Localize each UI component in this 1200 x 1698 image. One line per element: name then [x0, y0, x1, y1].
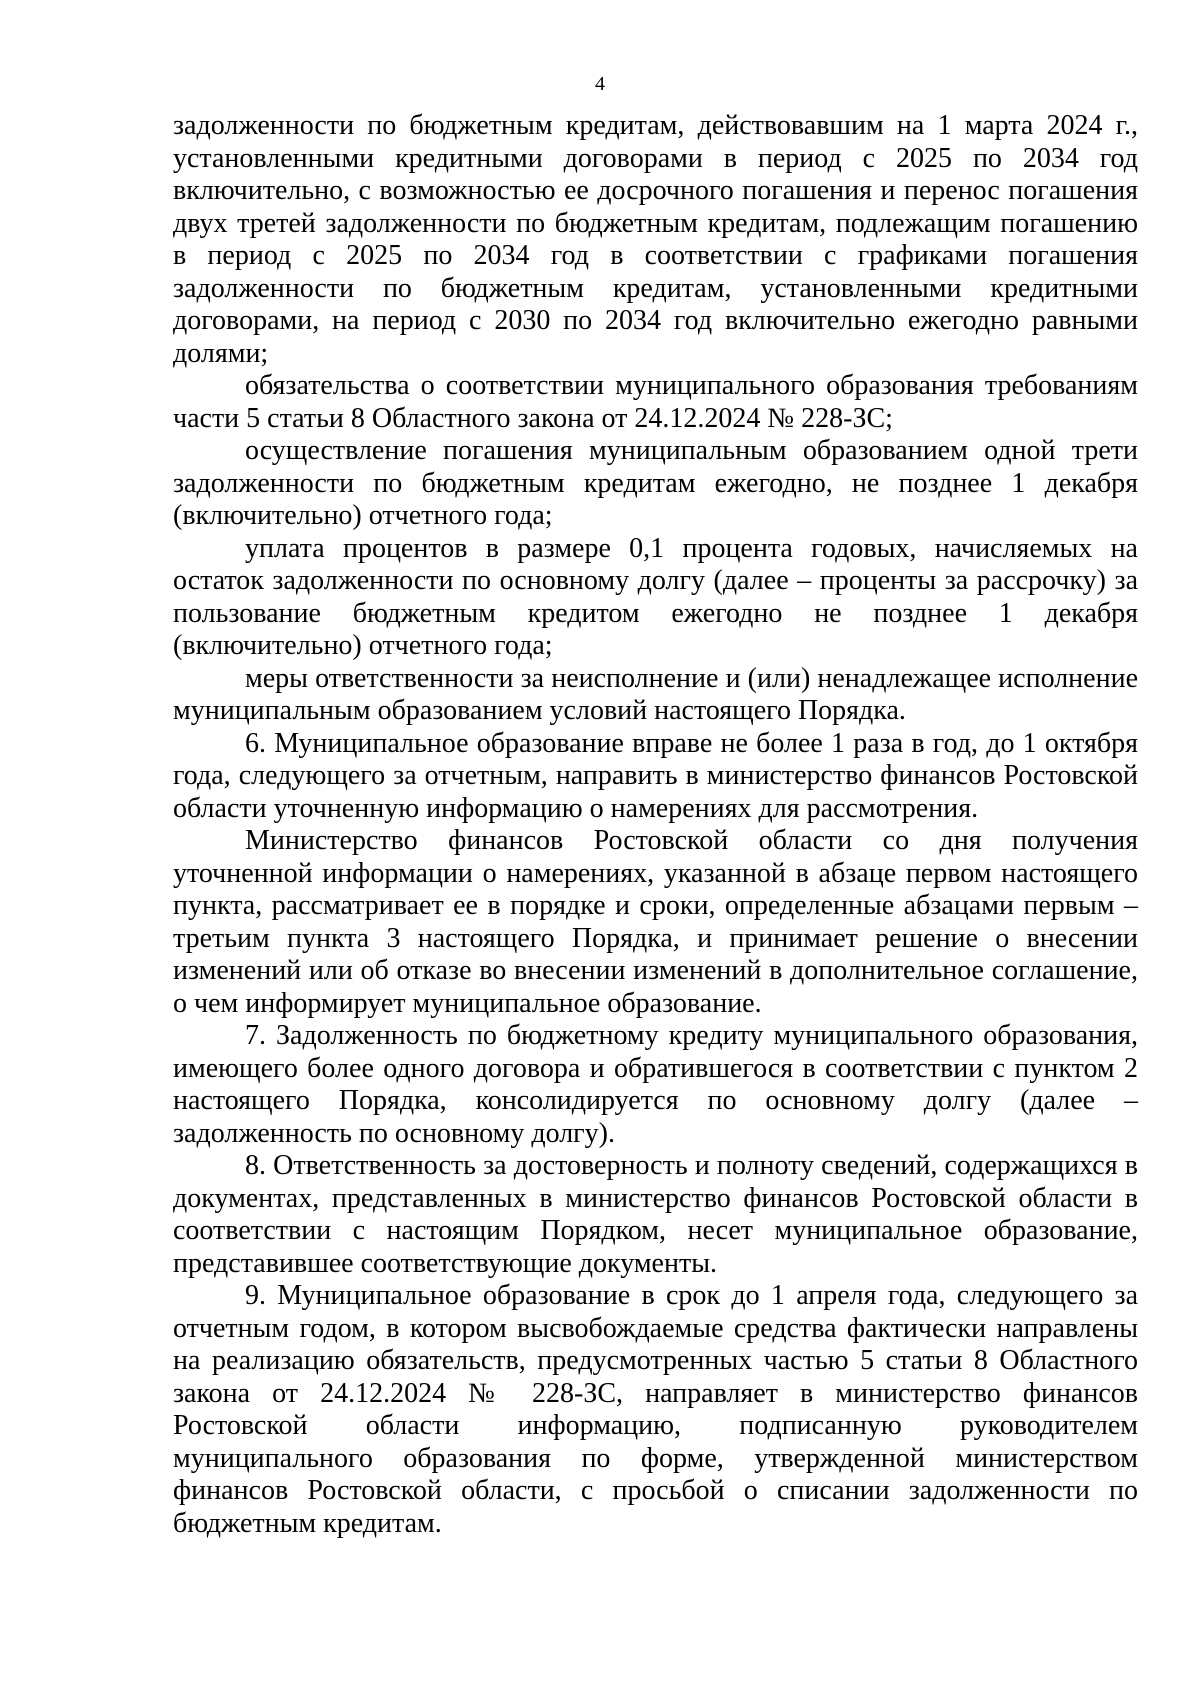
paragraph-continuation: задолженности по бюджетным кредитам, действовавшим на 1 марта 2024 г., установленными кредитными договорами в период с 2025 по 2034 год включительно, с возможностью ее досрочного погашения и перенос погашения двух третей задолженности по бюджетным кредитам, подлежащим погашению в период с 2025 по 2034 год в соответствии с графиками погашения задолженности по бюджетным кредитам, установленными кредитными договорами, на период с 2030 по 2034 год включительно ежегодно равными долями;	[173, 110, 1138, 369]
paragraph-obligations-compliance: обязательства о соответствии муниципального образования требованиям части 5 статьи 8 Областного закона от 24.12.2024 № 228-ЗС;	[173, 370, 1138, 434]
paragraph-item-8: 8. Ответственность за достоверность и полноту сведений, содержащихся в документах, представленных в министерство финансов Ростовской области в соответствии с настоящим Порядком, несет муниципальное образование, представившее соответствующие документы.	[173, 1150, 1138, 1279]
paragraph-item-6-ministry: Министерство финансов Ростовской области со дня получения уточненной информации о намерениях, указанной в абзаце первом настоящего пункта, рассматривает ее в порядке и сроки, определенные абзацами первым – третьим пункта 3 настоящего Порядка, и принимает решение о внесении изменений или об отказе во внесении изменений в дополнительное соглашение, о чем информирует муниципальное образование.	[173, 825, 1138, 1019]
page-number: 4	[595, 73, 605, 95]
document-body	[173, 110, 1138, 1540]
paragraph-item-6: 6. Муниципальное образование вправе не более 1 раза в год, до 1 октября года, следующего за отчетным, направить в министерство финансов Ростовской области уточненную информацию о намерениях для рассмотрения.	[173, 727, 1138, 824]
paragraph-liability-measures: меры ответственности за неисполнение и (или) ненадлежащее исполнение муниципальным образованием условий настоящего Порядка.	[173, 662, 1138, 726]
paragraph-item-9: 9. Муниципальное образование в срок до 1 апреля года, следующего за отчетным годом, в котором высвобождаемые средства фактически направлены на реализацию обязательств, предусмотренных частью 5 статьи 8 Областного закона от 24.12.2024 № 228-ЗС, направляет в министерство финансов Ростовской области информацию, подписанную руководителем муниципального образования по форме, утвержденной министерством финансов Ростовской области, с просьбой о списании задолженности по бюджетным кредитам.	[173, 1280, 1138, 1539]
paragraph-item-7: 7. Задолженность по бюджетному кредиту муниципального образования, имеющего более одного договора и обратившегося в соответствии с пунктом 2 настоящего Порядка, консолидируется по основному долгу (далее – задолженность по основному долгу).	[173, 1020, 1138, 1149]
paragraph-repayment-third: осуществление погашения муниципальным образованием одной трети задолженности по бюджетным кредитам ежегодно, не позднее 1 декабря (включительно) отчетного года;	[173, 435, 1138, 531]
paragraph-interest-payment: уплата процентов в размере 0,1 процента годовых, начисляемых на остаток задолженности по основному долгу (далее – проценты за рассрочку) за пользование бюджетным кредитом ежегодно не позднее 1 декабря (включительно) отчетного года;	[173, 532, 1138, 661]
